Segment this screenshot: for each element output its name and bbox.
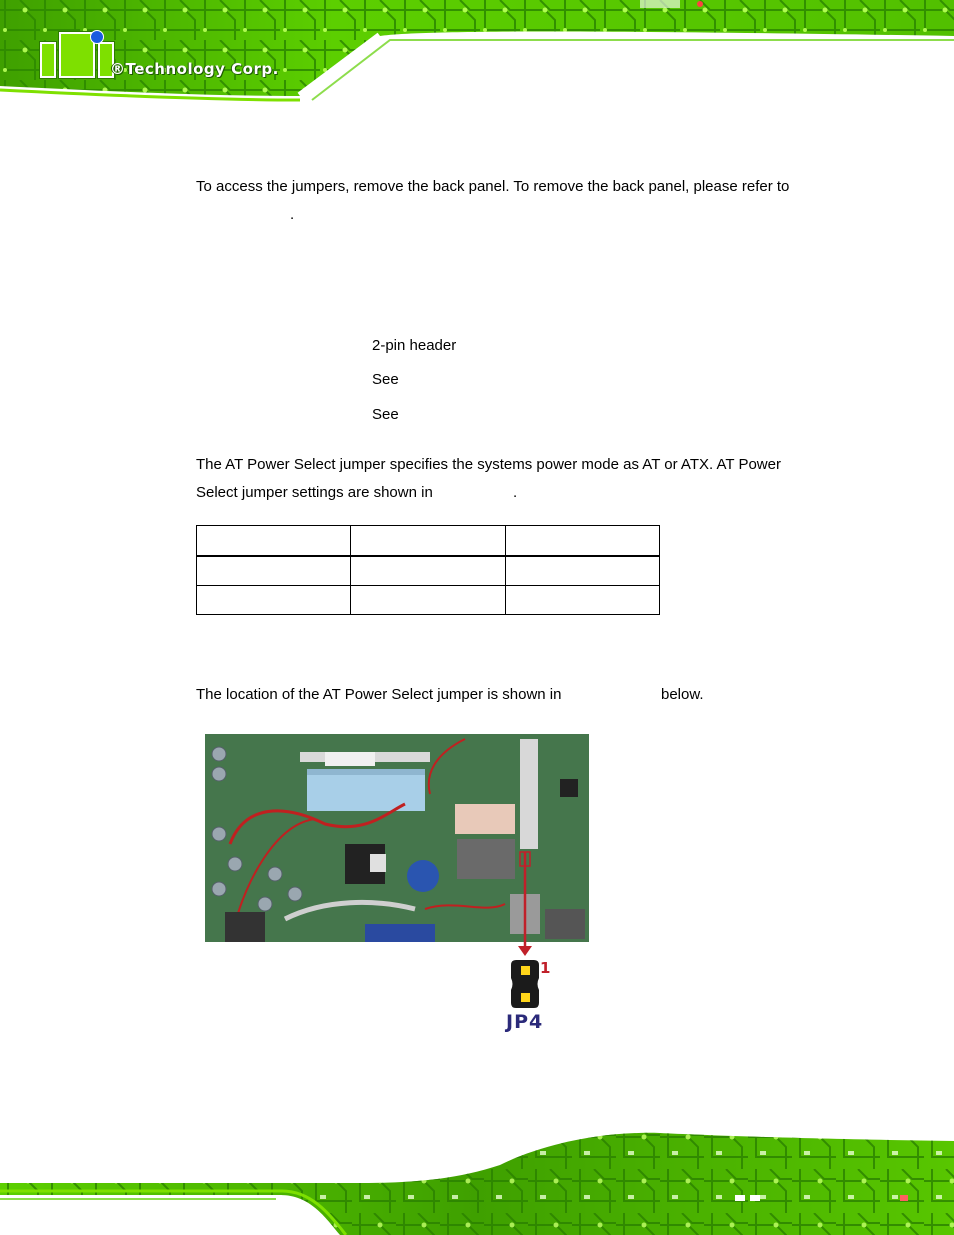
circuit-board-header-graphic: [0, 0, 954, 112]
intro-paragraph-line1: To access the jumpers, remove the back panel. To remove the back panel, please refer to: [196, 178, 790, 195]
pin1-label: 1: [540, 959, 551, 977]
jumper-callout-graphic: [500, 852, 560, 1022]
location-text-start: The location of the AT Power Select jumper is shown in: [196, 686, 562, 703]
table-row: [197, 556, 660, 586]
page-header: [0, 0, 954, 112]
jumper-settings-table: [196, 525, 660, 615]
table-cell: [505, 526, 659, 557]
table-cell: [505, 556, 659, 586]
jumper-spec-type: 2-pin header: [372, 337, 457, 354]
intro-paragraph-line2: .: [290, 206, 295, 223]
location-text-end: below.: [661, 686, 704, 703]
jumper-jp4-icon: [511, 960, 539, 1008]
circuit-board-footer-graphic: [0, 1125, 954, 1235]
table-row: [197, 586, 660, 615]
logo-dot-icon: [90, 30, 104, 44]
table-cell: [197, 526, 351, 557]
description-line2-start: Select jumper settings are shown in: [196, 484, 433, 501]
jumper-spec-settings: See: [372, 371, 399, 388]
table-cell: [197, 556, 351, 586]
page-footer: [0, 1125, 954, 1235]
table-header-row: [197, 526, 660, 557]
table-cell: [351, 556, 505, 586]
table-cell: [351, 526, 505, 557]
table-cell: [351, 586, 505, 615]
description-line1: The AT Power Select jumper specifies the systems power mode as AT or ATX. AT Power: [196, 456, 781, 473]
table-cell: [505, 586, 659, 615]
table-cell: [197, 586, 351, 615]
description-line2-end: .: [513, 484, 518, 501]
jumper-spec-location: See: [372, 406, 399, 423]
jumper-label: JP4: [506, 1011, 544, 1033]
logo-text: ®Technology Corp.: [110, 60, 279, 78]
